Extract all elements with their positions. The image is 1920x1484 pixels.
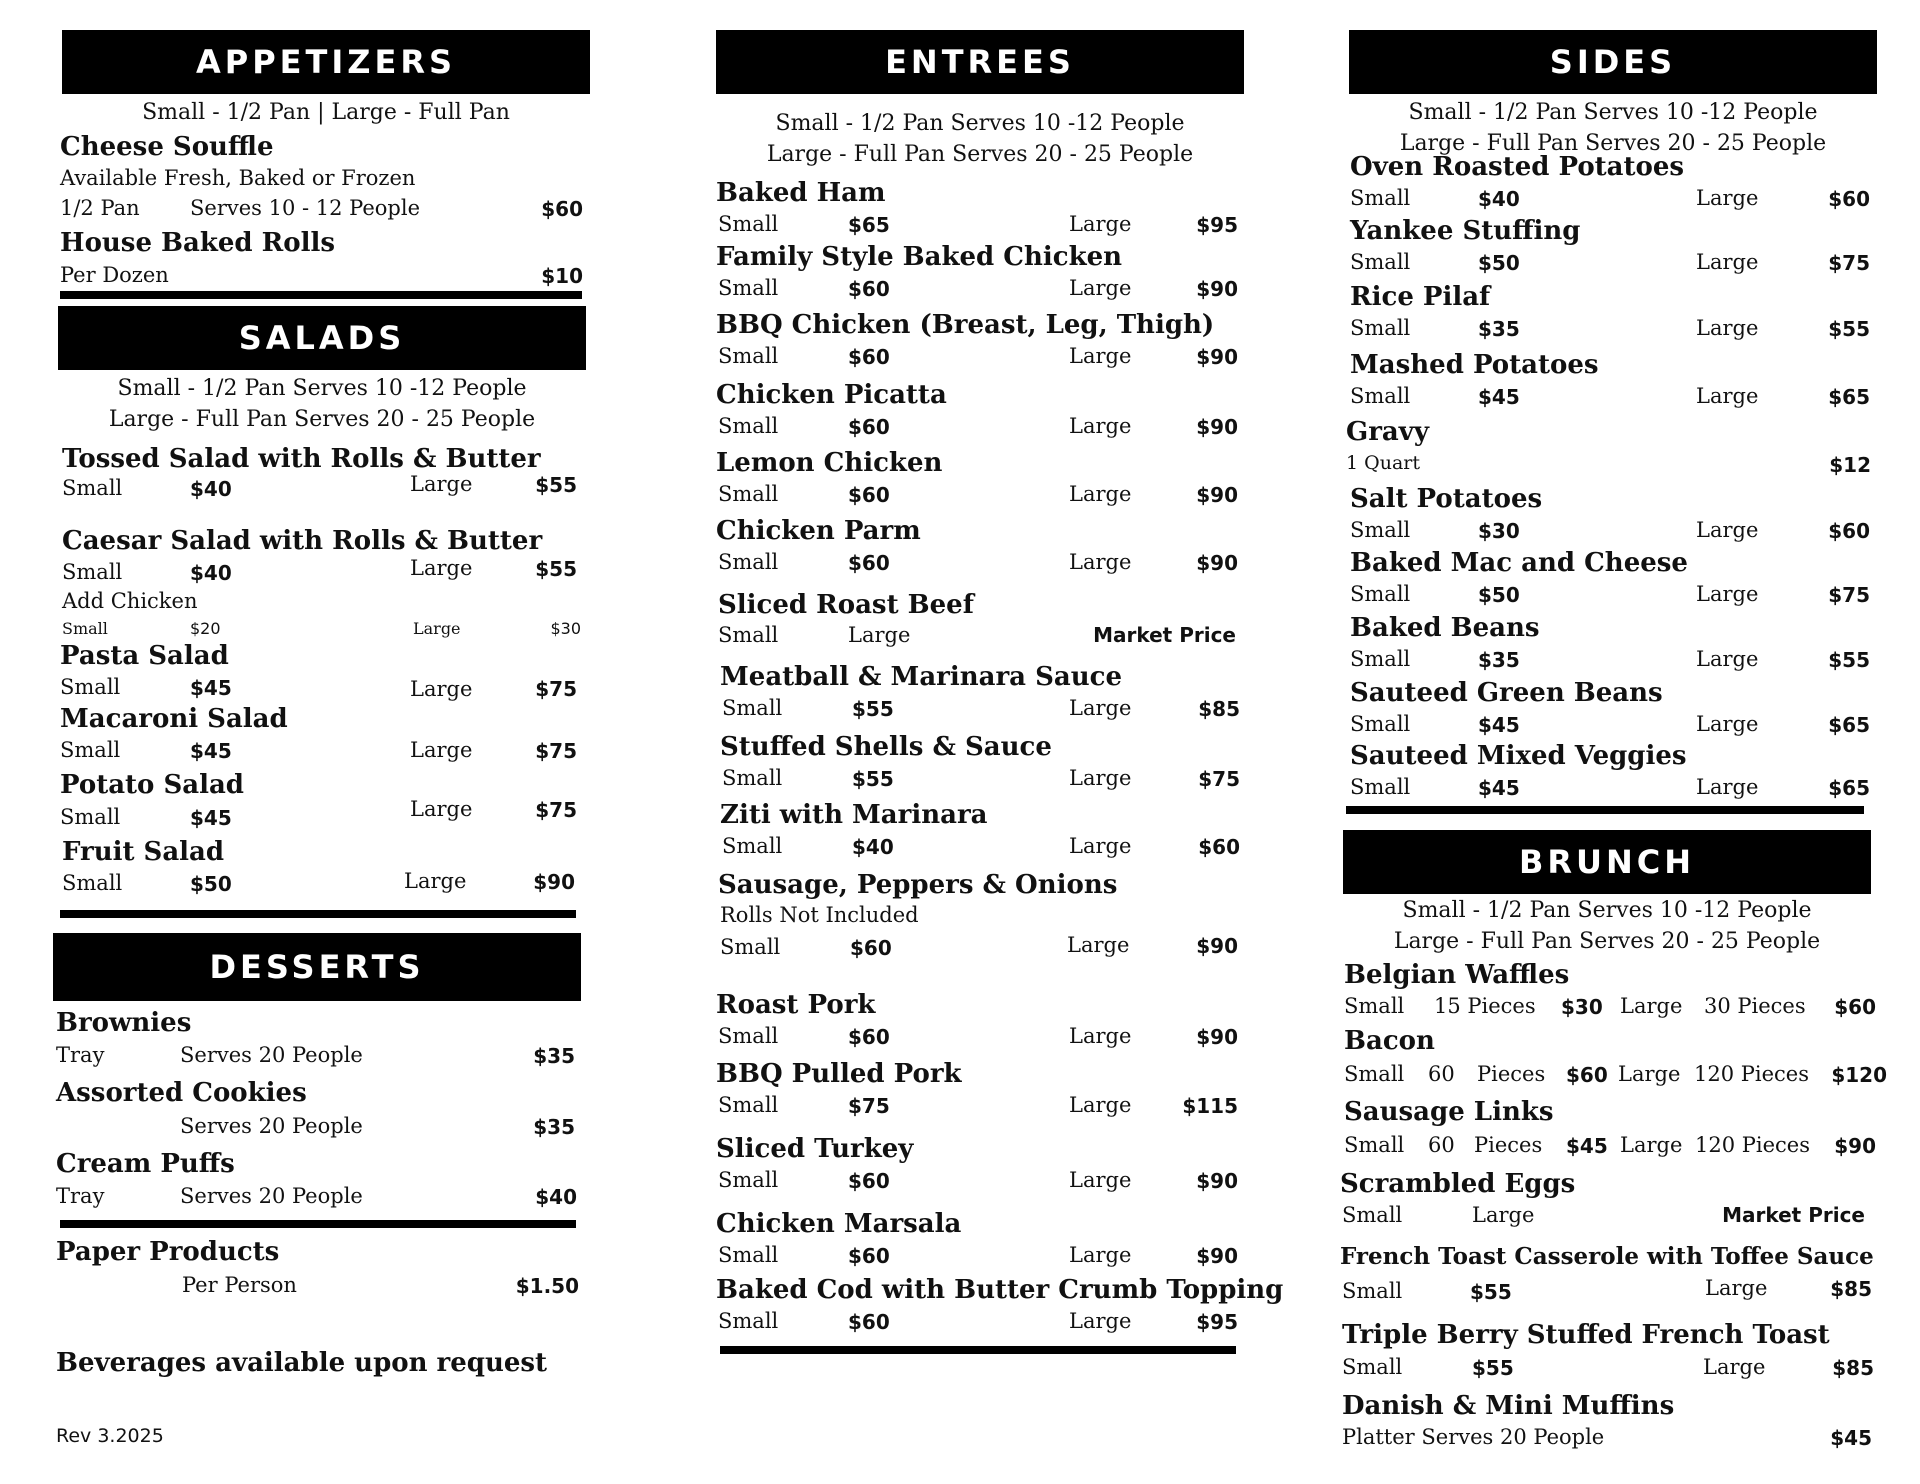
item-name: Cream Puffs xyxy=(56,1149,235,1179)
small-price: $50 xyxy=(1478,251,1520,275)
small-label: Small xyxy=(722,696,783,720)
market-price: Market Price xyxy=(1093,623,1236,647)
large-label: Large xyxy=(1696,582,1759,606)
small-label: Small xyxy=(718,276,779,300)
item-name: Tossed Salad with Rolls & Butter xyxy=(62,444,541,474)
item-name: Ziti with Marinara xyxy=(720,800,988,830)
section-divider xyxy=(60,1220,576,1228)
small-price: $50 xyxy=(1478,583,1520,607)
large-label: Large xyxy=(1069,212,1132,236)
item-name: Gravy xyxy=(1346,417,1429,447)
small-label: Small xyxy=(720,935,781,959)
item-name: Yankee Stuffing xyxy=(1350,216,1581,246)
small-label: Small xyxy=(62,476,123,500)
large-price: $85 xyxy=(1832,1356,1874,1380)
small-price: $30 xyxy=(1478,519,1520,543)
large-label: Large xyxy=(1069,766,1132,790)
large-label: Large xyxy=(1069,550,1132,574)
large-label: Large xyxy=(1069,834,1132,858)
small-price: $35 xyxy=(1478,317,1520,341)
small-qty: 60 xyxy=(1428,1062,1455,1086)
item-price: $40 xyxy=(535,1185,577,1209)
item-price: $45 xyxy=(1830,1426,1872,1450)
salads-banner: SALADS xyxy=(58,306,586,370)
salads-subtitle: Small - 1/2 Pan Serves 10 -12 People xyxy=(117,376,527,401)
small-label: Small xyxy=(718,623,779,647)
small-price: $45 xyxy=(190,739,232,763)
small-label: Small xyxy=(60,675,121,699)
small-price: $45 xyxy=(1478,713,1520,737)
small-price: $45 xyxy=(1478,385,1520,409)
small-label: Small xyxy=(1344,1062,1405,1086)
item-name: Sliced Turkey xyxy=(716,1134,914,1164)
small-price: $60 xyxy=(1566,1063,1608,1087)
item-name: Macaroni Salad xyxy=(60,704,288,734)
large-qty: 120 Pieces xyxy=(1694,1062,1809,1086)
large-price: $90 xyxy=(1196,483,1238,507)
item-price: $12 xyxy=(1829,453,1871,477)
entrees-subtitle: Small - 1/2 Pan Serves 10 -12 People xyxy=(775,111,1185,136)
small-label: Small xyxy=(1350,316,1411,340)
large-price: $65 xyxy=(1828,776,1870,800)
small-qty: 60 xyxy=(1428,1133,1455,1157)
small-label: Small xyxy=(1350,518,1411,542)
small-price: $60 xyxy=(848,1310,890,1334)
item-unit: Tray xyxy=(56,1043,105,1067)
item-name: House Baked Rolls xyxy=(60,228,335,258)
item-name: Stuffed Shells & Sauce xyxy=(720,732,1052,762)
large-price: $55 xyxy=(1828,648,1870,672)
item-serves: Serves 20 People xyxy=(180,1184,363,1208)
item-name: Belgian Waffles xyxy=(1344,960,1570,990)
small-label: Small xyxy=(1350,250,1411,274)
large-label: Large xyxy=(1069,276,1132,300)
item-note: Rolls Not Included xyxy=(720,903,919,927)
item-name: Sausage Links xyxy=(1344,1097,1554,1127)
small-label: Small xyxy=(718,1093,779,1117)
small-label: Small xyxy=(722,834,783,858)
small-price: $55 xyxy=(852,697,894,721)
large-label: Large xyxy=(1618,1062,1681,1086)
small-price: $60 xyxy=(848,551,890,575)
small-label: Small xyxy=(718,1024,779,1048)
item-name: Caesar Salad with Rolls & Butter xyxy=(62,526,543,556)
large-price: $90 xyxy=(1196,1169,1238,1193)
large-label: Large xyxy=(413,619,461,638)
large-price: $90 xyxy=(1196,277,1238,301)
large-price: $90 xyxy=(1834,1134,1876,1158)
large-price: $90 xyxy=(1196,345,1238,369)
item-name: Lemon Chicken xyxy=(716,448,943,478)
small-label: Small xyxy=(1344,994,1405,1018)
small-label: Small xyxy=(1350,186,1411,210)
large-price: $90 xyxy=(1196,551,1238,575)
small-price: $40 xyxy=(852,835,894,859)
large-price: $120 xyxy=(1831,1063,1887,1087)
large-label: Large xyxy=(1696,250,1759,274)
small-label: Small xyxy=(718,1168,779,1192)
large-price: $75 xyxy=(1198,767,1240,791)
large-price: $95 xyxy=(1196,213,1238,237)
small-label: Small xyxy=(1342,1355,1403,1379)
item-price: $35 xyxy=(533,1115,575,1139)
large-label: Large xyxy=(410,556,473,580)
entrees-banner: ENTREES xyxy=(716,30,1244,94)
section-divider xyxy=(720,1346,1236,1354)
brunch-subtitle: Large - Full Pan Serves 20 - 25 People xyxy=(1393,929,1821,954)
item-name: Brownies xyxy=(56,1008,192,1038)
item-serves: Serves 20 People xyxy=(180,1043,363,1067)
large-label: Large xyxy=(410,797,473,821)
large-label: Large xyxy=(1696,384,1759,408)
item-name: Sliced Roast Beef xyxy=(718,590,974,620)
small-price: $40 xyxy=(190,561,232,585)
small-label: Small xyxy=(718,1309,779,1333)
small-label: Small xyxy=(1350,712,1411,736)
large-qty: 120 Pieces xyxy=(1695,1133,1810,1157)
small-price: $55 xyxy=(1470,1280,1512,1304)
large-label: Large xyxy=(1069,1024,1132,1048)
item-name: BBQ Chicken (Breast, Leg, Thigh) xyxy=(716,310,1215,340)
item-name: Sauteed Mixed Veggies xyxy=(1350,741,1687,771)
large-label: Large xyxy=(1069,344,1132,368)
item-name: Pasta Salad xyxy=(60,641,229,671)
large-label: Large xyxy=(410,677,473,701)
item-name: Potato Salad xyxy=(60,770,244,800)
small-label: Small xyxy=(718,212,779,236)
sides-subtitle: Large - Full Pan Serves 20 - 25 People xyxy=(1399,131,1827,156)
revision-label: Rev 3.2025 xyxy=(56,1425,164,1447)
item-unit: Tray xyxy=(56,1184,105,1208)
entrees-subtitle: Large - Full Pan Serves 20 - 25 People xyxy=(766,142,1194,167)
item-desc: Available Fresh, Baked or Frozen xyxy=(60,166,416,190)
large-label: Large xyxy=(1069,482,1132,506)
large-price: $75 xyxy=(535,739,577,763)
large-price: $30 xyxy=(550,619,581,638)
large-price: $60 xyxy=(1198,835,1240,859)
large-label: Large xyxy=(1703,1355,1766,1379)
salads-subtitle: Large - Full Pan Serves 20 - 25 People xyxy=(108,407,536,432)
small-price: $40 xyxy=(1478,187,1520,211)
large-price: $90 xyxy=(1196,934,1238,958)
small-price: $20 xyxy=(190,619,221,638)
small-label: Small xyxy=(62,560,123,584)
item-size: 1/2 Pan xyxy=(60,196,140,220)
item-serves: Serves 10 - 12 People xyxy=(190,196,421,220)
large-label: Large xyxy=(1696,186,1759,210)
item-name: Cheese Souffle xyxy=(60,132,274,162)
brunch-banner: BRUNCH xyxy=(1343,830,1871,894)
large-label: Large xyxy=(404,869,467,893)
large-label: Large xyxy=(1620,1133,1683,1157)
small-label: Small xyxy=(718,550,779,574)
small-label: Small xyxy=(60,805,121,829)
small-price: $60 xyxy=(848,1244,890,1268)
large-label: Large xyxy=(848,623,911,647)
item-name: Paper Products xyxy=(56,1237,280,1267)
small-price: $65 xyxy=(848,213,890,237)
large-label: Large xyxy=(1696,775,1759,799)
large-price: $55 xyxy=(1828,317,1870,341)
item-name: Sausage, Peppers & Onions xyxy=(718,870,1118,900)
large-label: Large xyxy=(1472,1203,1535,1227)
small-qty: 15 Pieces xyxy=(1434,994,1536,1018)
small-price: $35 xyxy=(1478,648,1520,672)
large-label: Large xyxy=(1069,414,1132,438)
large-label: Large xyxy=(1696,712,1759,736)
large-label: Large xyxy=(1069,696,1132,720)
large-price: $90 xyxy=(1196,415,1238,439)
large-price: $55 xyxy=(535,557,577,581)
large-label: Large xyxy=(1069,1309,1132,1333)
large-label: Large xyxy=(1696,518,1759,542)
large-price: $85 xyxy=(1830,1277,1872,1301)
small-price: $50 xyxy=(190,872,232,896)
large-price: $75 xyxy=(1828,251,1870,275)
brunch-subtitle: Small - 1/2 Pan Serves 10 -12 People xyxy=(1402,898,1812,923)
small-label: Small xyxy=(1350,775,1411,799)
small-price: $45 xyxy=(190,676,232,700)
item-name: Bacon xyxy=(1344,1026,1435,1056)
large-label: Large xyxy=(1620,994,1683,1018)
small-unit: Pieces xyxy=(1474,1133,1543,1157)
large-price: $115 xyxy=(1182,1094,1238,1118)
item-name: Chicken Picatta xyxy=(716,380,947,410)
large-qty: 30 Pieces xyxy=(1704,994,1806,1018)
small-label: Small xyxy=(1342,1203,1403,1227)
large-label: Large xyxy=(1069,1243,1132,1267)
small-price: $30 xyxy=(1561,995,1603,1019)
large-label: Large xyxy=(1069,1093,1132,1117)
item-price: $35 xyxy=(533,1044,575,1068)
large-label: Large xyxy=(1069,1168,1132,1192)
small-label: Small xyxy=(60,738,121,762)
large-label: Large xyxy=(1067,933,1130,957)
large-price: $60 xyxy=(1828,187,1870,211)
item-name: Mashed Potatoes xyxy=(1350,350,1599,380)
large-price: $75 xyxy=(535,677,577,701)
small-label: Small xyxy=(1342,1279,1403,1303)
large-price: $65 xyxy=(1828,385,1870,409)
section-divider xyxy=(1346,806,1864,814)
small-label: Small xyxy=(722,766,783,790)
small-price: $60 xyxy=(848,1025,890,1049)
large-label: Large xyxy=(1705,1276,1768,1300)
large-price: $55 xyxy=(535,473,577,497)
small-price: $60 xyxy=(848,277,890,301)
small-price: $75 xyxy=(848,1094,890,1118)
item-price: $1.50 xyxy=(515,1274,579,1298)
item-desc: Per Dozen xyxy=(60,263,169,287)
large-price: $85 xyxy=(1198,697,1240,721)
large-label: Large xyxy=(410,738,473,762)
item-name: Scrambled Eggs xyxy=(1340,1169,1576,1199)
item-name: Rice Pilaf xyxy=(1350,282,1491,312)
small-label: Small xyxy=(1344,1133,1405,1157)
desserts-banner: DESSERTS xyxy=(53,933,581,1001)
section-divider xyxy=(60,291,582,299)
small-label: Small xyxy=(62,871,123,895)
small-price: $55 xyxy=(852,767,894,791)
appetizers-banner: APPETIZERS xyxy=(62,30,590,94)
item-name: Baked Beans xyxy=(1350,613,1540,643)
item-price: $60 xyxy=(541,197,583,221)
small-label: Small xyxy=(1350,647,1411,671)
add-chicken-label: Add Chicken xyxy=(62,589,198,613)
large-price: $95 xyxy=(1196,1310,1238,1334)
small-price: $60 xyxy=(848,345,890,369)
small-price: $45 xyxy=(190,806,232,830)
item-desc: 1 Quart xyxy=(1346,452,1420,474)
small-unit: Pieces xyxy=(1477,1062,1546,1086)
item-name: Baked Cod with Butter Crumb Topping xyxy=(716,1275,1284,1305)
item-name: Triple Berry Stuffed French Toast xyxy=(1342,1320,1830,1350)
beverages-note: Beverages available upon request xyxy=(56,1348,548,1378)
item-name: Danish & Mini Muffins xyxy=(1342,1391,1675,1421)
small-label: Small xyxy=(62,619,108,638)
item-desc: Per Person xyxy=(182,1273,297,1297)
large-label: Large xyxy=(410,472,473,496)
appetizers-subtitle: Small - 1/2 Pan | Large - Full Pan xyxy=(142,100,510,125)
sides-subtitle: Small - 1/2 Pan Serves 10 -12 People xyxy=(1408,100,1818,125)
small-label: Small xyxy=(718,482,779,506)
large-price: $60 xyxy=(1828,519,1870,543)
item-name: Assorted Cookies xyxy=(56,1078,307,1108)
small-label: Small xyxy=(718,414,779,438)
item-name: French Toast Casserole with Toffee Sauce xyxy=(1340,1243,1874,1270)
item-name: Family Style Baked Chicken xyxy=(716,242,1123,272)
large-price: $90 xyxy=(533,870,575,894)
small-price: $60 xyxy=(850,936,892,960)
small-label: Small xyxy=(718,344,779,368)
small-price: $60 xyxy=(848,415,890,439)
small-label: Small xyxy=(1350,582,1411,606)
market-price: Market Price xyxy=(1722,1203,1865,1227)
large-price: $90 xyxy=(1196,1244,1238,1268)
small-label: Small xyxy=(718,1243,779,1267)
small-price: $40 xyxy=(190,477,232,501)
section-divider xyxy=(60,910,576,918)
item-name: Chicken Parm xyxy=(716,516,921,546)
small-price: $45 xyxy=(1478,776,1520,800)
small-price: $55 xyxy=(1472,1356,1514,1380)
item-name: Salt Potatoes xyxy=(1350,484,1543,514)
item-name: Baked Ham xyxy=(716,178,886,208)
item-name: BBQ Pulled Pork xyxy=(716,1059,962,1089)
large-price: $65 xyxy=(1828,713,1870,737)
item-name: Meatball & Marinara Sauce xyxy=(720,662,1122,692)
item-name: Roast Pork xyxy=(716,990,876,1020)
small-label: Small xyxy=(1350,384,1411,408)
item-name: Sauteed Green Beans xyxy=(1350,678,1663,708)
sides-banner: SIDES xyxy=(1349,30,1877,94)
large-price: $75 xyxy=(1828,583,1870,607)
large-price: $75 xyxy=(535,798,577,822)
large-label: Large xyxy=(1696,316,1759,340)
large-label: Large xyxy=(1696,647,1759,671)
small-price: $60 xyxy=(848,1169,890,1193)
large-price: $60 xyxy=(1834,995,1876,1019)
item-desc: Platter Serves 20 People xyxy=(1342,1425,1605,1449)
small-price: $60 xyxy=(848,483,890,507)
item-price: $10 xyxy=(541,264,583,288)
item-name: Oven Roasted Potatoes xyxy=(1350,152,1685,182)
item-name: Fruit Salad xyxy=(62,837,225,867)
small-price: $45 xyxy=(1566,1134,1608,1158)
item-name: Chicken Marsala xyxy=(716,1209,962,1239)
item-serves: Serves 20 People xyxy=(180,1114,363,1138)
item-name: Baked Mac and Cheese xyxy=(1350,548,1688,578)
large-price: $90 xyxy=(1196,1025,1238,1049)
